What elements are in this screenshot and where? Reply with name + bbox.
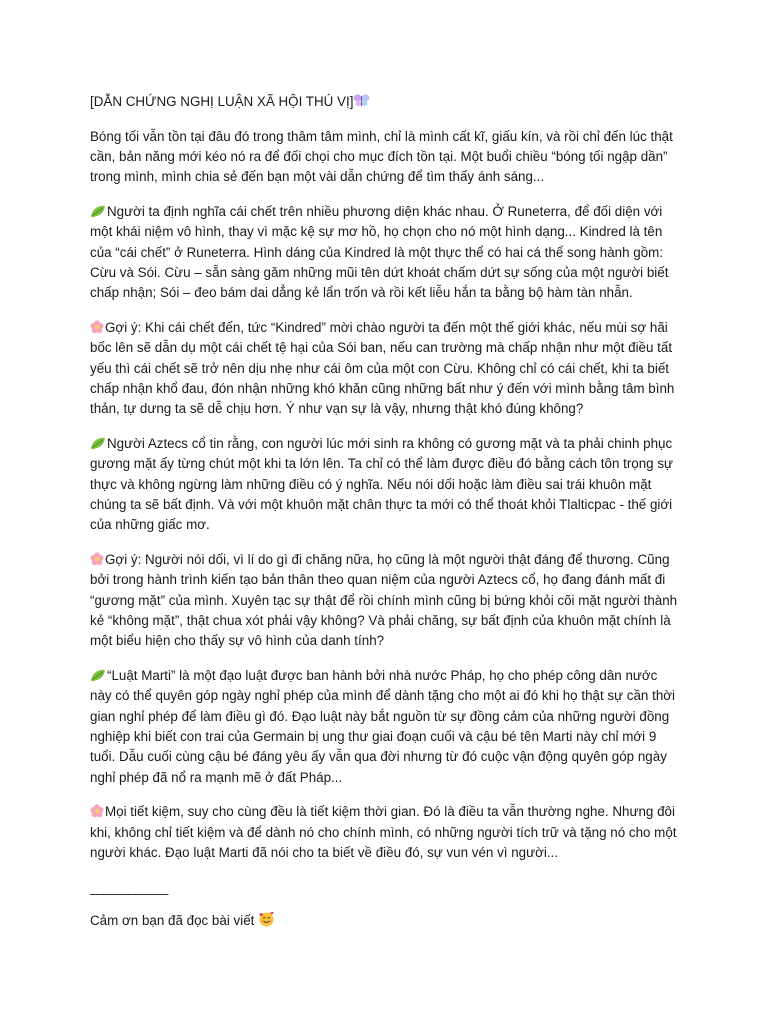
paragraph: “Luật Marti” là một đạo luật được ban hành bởi nhà nước Pháp, họ cho phép công dân nước này có thể quyên góp ngày nghỉ phép của mình để dành tặng cho một ai đó khi họ thật sự cần thời gian nghỉ phép để làm điều gì đó. Đạo luật này bắt nguồn từ sự đồng cảm của những người đồng nghiệp khi biết con trai của Germain bị ung thư giai đoạn cuối và cậu bé tên Marti này chỉ mới 9 tuổi. Dẫu cuối cùng cậu bé đáng yêu ấy vẫn qua đời nhưng từ đó cuộc vận động quyên góp ngày nghỉ phép đã nổ ra mạnh mẽ ở đất Pháp... xyxy=(90,668,676,785)
paragraph: Người Aztecs cổ tin rằng, con người lúc mới sinh ra không có gương mặt và ta phải chinh phục gương mặt ấy từng chút một khi ta lớn lên. Ta chỉ có thể làm được điều đó bằng cách tôn trọng sự thực và không ngừng làm những điều có ý nghĩa. Nếu nói dối hoặc làm điều sai trái khuôn mặt chúng ta sẽ bất định. Và với một khuôn mặt chân thực ta mới có thể thoát khỏi Tlalticpac - thế giới của những giấc mơ. xyxy=(90,436,674,533)
divider: ____________ xyxy=(90,879,168,895)
document-title: [DẪN CHỨNG NGHỊ LUẬN XÃ HỘI THÚ VỊ] xyxy=(90,94,354,109)
paragraph: Người ta định nghĩa cái chết trên nhiều phương diện khác nhau. Ở Runeterra, để đối diện với một khái niệm vô hình, thay vì mặc kệ sự mơ hồ, họ chọn cho nó một hình dạng... Kindred là tên của “cái chết” ở Runeterra. Hình dáng của Kindred là một thực thể có hai cá thể song hành gồm: Cừu và Sói. Cừu – sẵn sàng găm những mũi tên dứt khoát chấm dứt sự sống của một người biết chấp nhận; Sói – đeo bám dai dẳng kẻ lẩn trốn và rồi kết liễu hắn ta bằng bộ hàm tàn nhẫn. xyxy=(90,204,669,301)
paragraph: Mọi tiết kiệm, suy cho cùng đều là tiết kiệm thời gian. Đó là điều ta vẫn thường nghe. Nhưng đôi khi, không chỉ tiết kiệm và để dành nó cho chính mình, có những người tích trữ và tặng nó cho một người khác. Đạo luật Marti đã nói cho ta biết về điều đó, sự vun vén vì người... xyxy=(90,804,677,860)
closing-text: Cảm ơn bạn đã đọc bài viết xyxy=(90,913,255,929)
butterfly-icon xyxy=(353,93,370,108)
flower-icon xyxy=(90,804,104,818)
leaf-icon xyxy=(90,205,106,218)
closing-line xyxy=(90,911,682,931)
leaf-icon xyxy=(90,669,106,682)
flower-icon xyxy=(90,320,104,334)
title-line xyxy=(90,92,682,112)
intro-paragraph: Bóng tối vẫn tồn tại đâu đó trong thâm tâm mình, chỉ là mình cất kĩ, giấu kín, và rồi chỉ đến lúc thật cần, bản năng mới kéo nó ra để đối chọi cho mục đích tồn tại. Một buổi chiều “bóng tối ngập dần” trong mình, mình chia sẻ đến bạn một vài dẫn chứng để tìm thấy ánh sáng... xyxy=(90,128,673,185)
leaf-icon xyxy=(90,437,106,450)
flower-icon xyxy=(90,552,104,566)
paragraph: Gợi ý: Người nói dối, vì lí do gì đi chăng nữa, họ cũng là một người thật đáng để thương. Cũng bởi trong hành trình kiến tạo bản thân theo quan niệm của người Aztecs cổ, họ đang đánh mất đi “gương mặt” của mình. Xuyên tạc sự thật để rồi chính mình cũng bị bứng khỏi cõi mặt người thành kẻ “không mặt”, thật chua xót phải vậy không? Và phải chăng, sự bất định của khuôn mặt chính là một biểu hiện cho thấy sự vô hình của danh tính? xyxy=(90,552,678,649)
paragraph-list xyxy=(90,202,682,863)
document-body xyxy=(90,92,682,946)
smiling-face-with-hearts-icon xyxy=(258,911,275,927)
paragraph: Gợi ý: Khi cái chết đến, tức “Kindred” mời chào người ta đến một thế giới khác, nếu mùi sợ hãi bốc lên sẽ dẫn dụ một cái chết tệ hại của Sói ban, nếu can trường mà chấp nhận như một điều tất yếu thì cái chết sẽ trở nên dịu nhẹ như cái ôm của một con Cừu. Không chỉ có cái chết, khi ta biết chấp nhận khổ đau, đón nhận những khó khăn cũng những bất như ý đến với mình bằng tâm bình thản, tự dưng ta sẽ dễ chịu hơn. Ý như vạn sự là vậy, nhưng thật khó đúng không? xyxy=(90,320,675,417)
